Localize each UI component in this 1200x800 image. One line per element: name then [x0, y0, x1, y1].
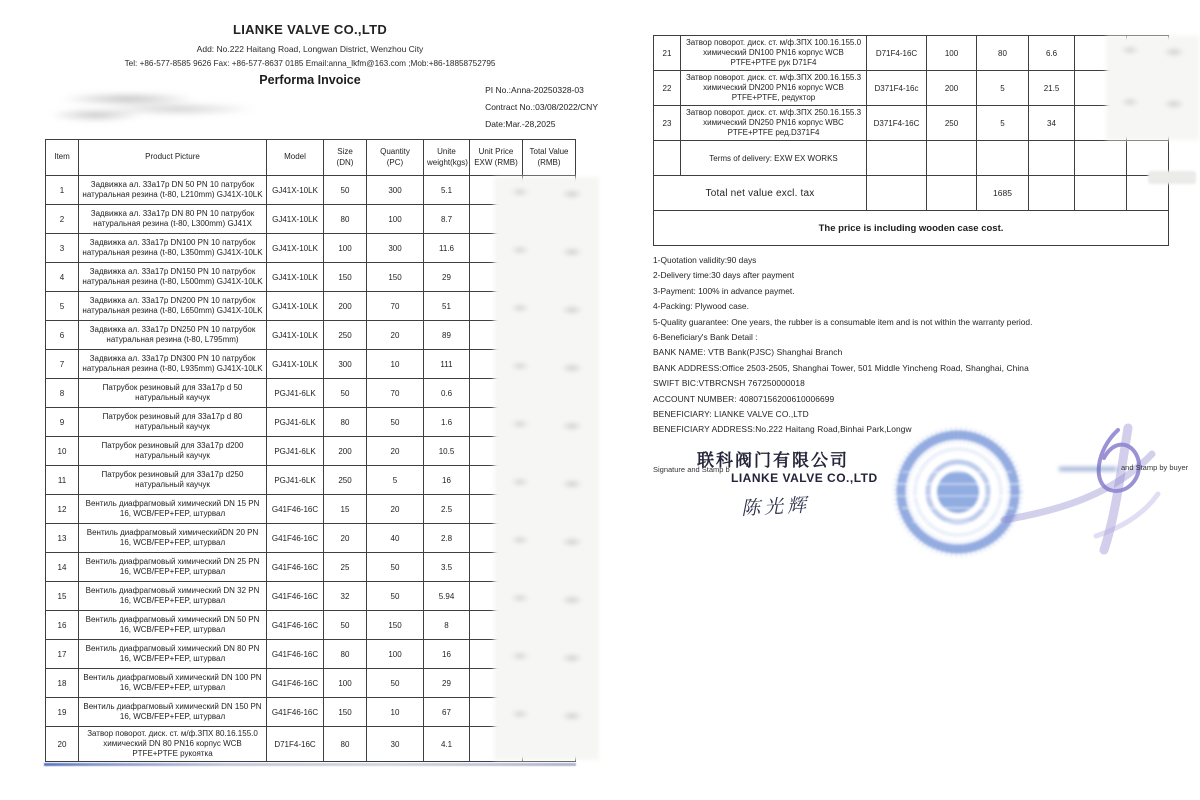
- cell-weight: 10.5: [424, 437, 470, 466]
- cell-quantity: 50: [367, 669, 424, 698]
- cell-item-no: 16: [46, 611, 79, 640]
- cell-item-no: 2: [46, 205, 79, 234]
- cell-model: PGJ41-6LK: [267, 466, 324, 495]
- cell-description: Вентиль диафрагмовый химический DN 150 PN 16, WCB/FEP+FEP, штурвал: [79, 698, 267, 727]
- invoice-numbers: [485, 85, 598, 136]
- seller-signature-label: Signature and Stamp b: [653, 464, 730, 474]
- column-header: [424, 140, 470, 176]
- cell-model: PGJ41-6LK: [267, 379, 324, 408]
- cell-description: Вентиль диафрагмовый химический DN 25 PN 16, WCB/FEP+FEP, штурвал: [79, 553, 267, 582]
- items-table-wrap-page2: [653, 35, 1200, 246]
- handwritten-signature: 陈光辉: [740, 494, 811, 520]
- cell-size: 50: [324, 379, 367, 408]
- stamp-company-name-english: LIANKE VALVE CO.,LTD: [731, 470, 878, 485]
- buyer-signature-label: and Stamp by buyer: [1121, 462, 1189, 472]
- cell-model: G41F46-16C: [267, 524, 324, 553]
- cell-model: G41F46-16C: [267, 495, 324, 524]
- company-address: Add: No.222 Haitang Road, Longwan District, Wenzhou City: [196, 44, 424, 54]
- cell-size: 200: [927, 71, 977, 106]
- terms-line: 6-Beneficiary's Bank Detail :: [653, 331, 758, 342]
- cell-quantity: 20: [367, 495, 424, 524]
- table-row: [654, 71, 1169, 106]
- cell-quantity: 40: [367, 524, 424, 553]
- cell-model: GJ41X-10LK: [267, 176, 324, 205]
- cell-item-no: 7: [46, 350, 79, 379]
- items-table-wrap-page1: [40, 139, 600, 762]
- price-note-row: [654, 211, 1169, 246]
- empty-cell: [977, 141, 1029, 176]
- cell-weight: 2.5: [424, 495, 470, 524]
- cell-weight: 3.5: [424, 553, 470, 582]
- page-bottom-rule: [44, 763, 576, 766]
- cell-size: 250: [927, 106, 977, 141]
- cell-size: 25: [324, 553, 367, 582]
- cell-description: Патрубок резиновый для 33а17р d 80 натуральный каучук: [79, 408, 267, 437]
- cell-description: Задвижка ал. 33а17р DN200 PN 10 патрубок натуральная резина (t-80, L650mm) GJ41X-10LK: [79, 292, 267, 321]
- column-header: [324, 140, 367, 176]
- cell-model: GJ41X-10LK: [267, 321, 324, 350]
- terms-of-delivery: Terms of delivery: EXW EX WORKS: [681, 141, 867, 176]
- cell-size: 100: [927, 36, 977, 71]
- column-header-line1: Model: [284, 152, 306, 162]
- cell-quantity: 150: [367, 611, 424, 640]
- cell-model: G41F46-16C: [267, 669, 324, 698]
- cell-description: Затвор поворот. диск. ст. м/ф.ЗПХ 80.16.155.0 химический DN 80 PN16 корпус WCB PTFE+PTFE рукоятка: [79, 727, 267, 762]
- cell-weight: 21.5: [1029, 71, 1075, 106]
- redacted-customer-block: [48, 89, 278, 125]
- items-table-page2: [653, 35, 1169, 246]
- empty-cell: [927, 141, 977, 176]
- column-header-line1: Product Picture: [145, 152, 200, 162]
- terms-line: 1-Quotation validity:90 days: [653, 255, 757, 265]
- empty-cell: [1075, 176, 1127, 211]
- cell-size: 20: [324, 524, 367, 553]
- empty-cell: [654, 141, 681, 176]
- column-header: [523, 140, 576, 176]
- cell-description: Задвижка ал. 33а17р DN 50 PN 10 патрубок натуральная резина (t-80, L210mm) GJ41X-10LK: [79, 176, 267, 205]
- cell-quantity: 5: [367, 466, 424, 495]
- cell-quantity: 50: [367, 582, 424, 611]
- cell-item-no: 8: [46, 379, 79, 408]
- column-header-line1: Size: [337, 147, 353, 157]
- cell-model: G41F46-16C: [267, 611, 324, 640]
- total-row: [654, 176, 1169, 211]
- redacted-price-columns: [1106, 36, 1199, 140]
- cell-item-no: 19: [46, 698, 79, 727]
- empty-cell: [1029, 176, 1075, 211]
- cell-quantity: 100: [367, 640, 424, 669]
- cell-model: GJ41X-10LK: [267, 292, 324, 321]
- table-header-row: [46, 140, 576, 176]
- cell-weight: 5.1: [424, 176, 470, 205]
- cell-description: Затвор поворот. диск. ст. м/ф.ЗПХ 200.16.155.3 химический DN200 PN16 корпус WCB PTFE+PTFE, редуктор: [681, 71, 867, 106]
- cell-model: D71F4-16C: [267, 727, 324, 762]
- cell-size: 80: [324, 727, 367, 762]
- cell-size: 200: [324, 437, 367, 466]
- cell-size: 50: [324, 176, 367, 205]
- terms-of-delivery-row: [654, 141, 1169, 176]
- terms-list: [653, 255, 1200, 342]
- cell-item-no: 5: [46, 292, 79, 321]
- cell-size: 100: [324, 669, 367, 698]
- cell-weight: 4.1: [424, 727, 470, 762]
- cell-item-no: 14: [46, 553, 79, 582]
- redacted-price-columns: [494, 177, 599, 760]
- column-header: [470, 140, 523, 176]
- cell-description: Вентиль диафрагмовый химический DN 15 PN 16, WCB/FEP+FEP, штурвал: [79, 495, 267, 524]
- cell-description: Вентиль диафрагмовый химический DN 50 PN 16, WCB/FEP+FEP, штурвал: [79, 611, 267, 640]
- cell-item-no: 23: [654, 106, 681, 141]
- cell-model: D371F4-16c: [867, 71, 927, 106]
- cell-size: 80: [324, 205, 367, 234]
- cell-weight: 6.6: [1029, 36, 1075, 71]
- cell-model: GJ41X-10LK: [267, 263, 324, 292]
- cell-quantity: 10: [367, 698, 424, 727]
- cell-model: D371F4-16C: [867, 106, 927, 141]
- column-header-line2: (DN): [336, 157, 354, 167]
- column-header-line1: Unit Price: [478, 147, 514, 157]
- cell-model: GJ41X-10LK: [267, 234, 324, 263]
- cell-description: Вентиль диафрагмовый химический DN 100 PN 16, WCB/FEP+FEP, штурвал: [79, 669, 267, 698]
- table-body-page2: [654, 36, 1169, 141]
- column-header-line1: Quantity: [380, 147, 410, 157]
- contract-number: Contract No.:03/08/2022/CNY: [485, 102, 598, 112]
- cell-item-no: 6: [46, 321, 79, 350]
- cell-quantity: 100: [367, 205, 424, 234]
- cell-quantity: 30: [367, 727, 424, 762]
- column-header: [267, 140, 324, 176]
- cell-quantity: 300: [367, 176, 424, 205]
- column-header-line2: (RMB): [537, 157, 561, 167]
- total-label: Total net value excl. tax: [654, 176, 867, 211]
- cell-item-no: 22: [654, 71, 681, 106]
- cell-size: 50: [324, 611, 367, 640]
- cell-item-no: 9: [46, 408, 79, 437]
- table-row: [654, 36, 1169, 71]
- cell-quantity: 5: [977, 71, 1029, 106]
- cell-item-no: 20: [46, 727, 79, 762]
- cell-weight: 111: [424, 350, 470, 379]
- cell-item-no: 3: [46, 234, 79, 263]
- cell-size: 100: [324, 234, 367, 263]
- handwritten-buyer-signature-flourish: [998, 422, 1173, 557]
- document-title: Performa Invoice: [259, 73, 361, 87]
- column-header-line2: weight(kgs): [427, 157, 468, 167]
- empty-cell: [1075, 141, 1127, 176]
- cell-quantity: 20: [367, 321, 424, 350]
- terms-line: 4-Packing: Plywood case.: [653, 301, 749, 312]
- cell-quantity: 10: [367, 350, 424, 379]
- bank-detail-line: BENEFICIARY: LIANKE VALVE CO.,LTD: [653, 408, 809, 419]
- column-header: [367, 140, 424, 176]
- column-header-line1: Item: [54, 152, 70, 162]
- terms-and-bank-block: [653, 255, 1200, 434]
- cell-quantity: 80: [977, 36, 1029, 71]
- column-header-line2: EXW (RMB): [474, 157, 518, 167]
- cell-size: 200: [324, 292, 367, 321]
- cell-weight: 51: [424, 292, 470, 321]
- terms-line: 3-Payment: 100% in advance paymet.: [653, 285, 795, 296]
- cell-item-no: 15: [46, 582, 79, 611]
- cell-model: D71F4-16C: [867, 36, 927, 71]
- cell-weight: 29: [424, 263, 470, 292]
- cell-size: 80: [324, 640, 367, 669]
- cell-size: 15: [324, 495, 367, 524]
- empty-cell: [927, 176, 977, 211]
- cell-description: Затвор поворот. диск. ст. м/ф.ЗПХ 100.16.155.0 химический DN100 PN16 корпус WCB PTFE+PTFE рук D71F4: [681, 36, 867, 71]
- bank-detail-line: BANK ADDRESS:Office 2503-2505, Shanghai Tower, 501 Middle Yincheng Road, Shanghai, China: [653, 362, 1029, 373]
- cell-description: Вентиль диафрагмовый химическийDN 20 PN 16, WCB/FEP+FEP, штурвал: [79, 524, 267, 553]
- cell-item-no: 4: [46, 263, 79, 292]
- cell-quantity: 20: [367, 437, 424, 466]
- cell-weight: 11.6: [424, 234, 470, 263]
- price-note: The price is including wooden case cost.: [654, 211, 1169, 246]
- cell-item-no: 17: [46, 640, 79, 669]
- empty-cell: [867, 141, 927, 176]
- cell-weight: 5.94: [424, 582, 470, 611]
- redacted-total-value: [1148, 171, 1196, 184]
- cell-description: Вентиль диафрагмовый химический DN 80 PN 16, WCB/FEP+FEP, штурвал: [79, 640, 267, 669]
- empty-cell: [867, 176, 927, 211]
- document-header: [40, 22, 580, 87]
- redacted-smudge-line: [1059, 467, 1117, 471]
- cell-size: 250: [324, 321, 367, 350]
- cell-quantity: 70: [367, 379, 424, 408]
- company-contact: Tel: +86-577-8585 9626 Fax: +86-577-8637 0185 Email:anna_lkfm@163.com ;Mob:+86-18858752795: [124, 59, 496, 68]
- cell-quantity: 50: [367, 553, 424, 582]
- terms-line: 5-Quality guarantee: One years, the rubber is a consumable item and is not within the warranty period.: [653, 316, 1033, 327]
- cell-weight: 16: [424, 466, 470, 495]
- cell-description: Патрубок резиновый для 33а17р d 50 натуральный каучук: [79, 379, 267, 408]
- invoice-date: Date:Mar.-28,2025: [485, 119, 556, 129]
- cell-quantity: 300: [367, 234, 424, 263]
- cell-item-no: 13: [46, 524, 79, 553]
- cell-weight: 2.8: [424, 524, 470, 553]
- cell-description: Задвижка ал. 33а17р DN300 PN 10 патрубок натуральная резина (t-80, L935mm) GJ41X-10LK: [79, 350, 267, 379]
- empty-cell: [1029, 141, 1075, 176]
- cell-weight: 29: [424, 669, 470, 698]
- column-header-line2: (PC): [386, 157, 404, 167]
- bank-detail-line: SWIFT BIC:VTBRCNSH 767250000018: [653, 378, 805, 389]
- cell-weight: 67: [424, 698, 470, 727]
- terms-line: 2-Delivery time:30 days after payment: [653, 270, 795, 281]
- cell-quantity: 5: [977, 106, 1029, 141]
- cell-size: 300: [324, 350, 367, 379]
- cell-description: Задвижка ал. 33а17р DN250 PN 10 патрубок натуральная резина (t-80, L795mm): [79, 321, 267, 350]
- cell-item-no: 18: [46, 669, 79, 698]
- cell-item-no: 10: [46, 437, 79, 466]
- cell-weight: 8: [424, 611, 470, 640]
- signature-area: [653, 440, 1200, 590]
- invoice-page-2: [653, 35, 1200, 590]
- cell-description: Задвижка ал. 33а17р DN150 PN 10 патрубок натуральная резина (t-80, L500mm) GJ41X-10LK: [79, 263, 267, 292]
- column-header-line1: Unite: [437, 147, 456, 157]
- cell-model: PGJ41-6LK: [267, 408, 324, 437]
- cell-size: 250: [324, 466, 367, 495]
- cell-weight: 16: [424, 640, 470, 669]
- column-header-line1: Total Value: [529, 147, 569, 157]
- cell-quantity: 50: [367, 408, 424, 437]
- table-row: [654, 106, 1169, 141]
- cell-weight: 8.7: [424, 205, 470, 234]
- invoice-page-1: [40, 10, 600, 766]
- cell-weight: 0.6: [424, 379, 470, 408]
- cell-weight: 34: [1029, 106, 1075, 141]
- cell-description: Затвор поворот. диск. ст. м/ф.ЗПХ 250.16.155.3 химический DN250 PN16 корпус WBC PTFE+PTFE ред.D371F4: [681, 106, 867, 141]
- cell-size: 80: [324, 408, 367, 437]
- cell-model: G41F46-16C: [267, 582, 324, 611]
- cell-description: Патрубок резиновый для 33а17р d200 натуральный каучук: [79, 437, 267, 466]
- pi-number: PI No.:Anna-20250328-03: [485, 85, 584, 95]
- cell-item-no: 12: [46, 495, 79, 524]
- total-quantity: 1685: [977, 176, 1029, 211]
- bank-detail-line: ACCOUNT NUMBER: 40807156200610006699: [653, 393, 835, 404]
- invoice-info-row: [40, 87, 598, 139]
- bank-detail-line: BENEFICIARY ADDRESS:No.222 Haitang Road,Binhai Park,Longw: [653, 424, 912, 435]
- cell-description: Патрубок резиновый для 33а17р d250 натуральный каучук: [79, 466, 267, 495]
- cell-model: GJ41X-10LK: [267, 205, 324, 234]
- column-header: [46, 140, 79, 176]
- company-name: LIANKE VALVE CO.,LTD: [232, 22, 388, 37]
- cell-item-no: 1: [46, 176, 79, 205]
- cell-weight: 1.6: [424, 408, 470, 437]
- column-header: [79, 140, 267, 176]
- cell-item-no: 21: [654, 36, 681, 71]
- cell-description: Вентиль диафрагмовый химический DN 32 PN 16, WCB/FEP+FEP, штурвал: [79, 582, 267, 611]
- cell-model: PGJ41-6LK: [267, 437, 324, 466]
- stamp-company-name-chinese: 联科阀门有限公司: [697, 450, 849, 470]
- cell-description: Задвижка ал. 33а17р DN100 PN 10 патрубок натуральная резина (t-80, L350mm) GJ41X-10LK: [79, 234, 267, 263]
- cell-model: G41F46-16C: [267, 698, 324, 727]
- cell-description: Задвижка ал. 33а17р DN 80 PN 10 патрубок натуральная резина (t-80, L300mm) GJ41X: [79, 205, 267, 234]
- cell-size: 32: [324, 582, 367, 611]
- cell-weight: 89: [424, 321, 470, 350]
- cell-model: GJ41X-10LK: [267, 350, 324, 379]
- cell-quantity: 70: [367, 292, 424, 321]
- cell-size: 150: [324, 698, 367, 727]
- bank-detail-line: BANK NAME: VTB Bank(PJSC) Shanghai Branch: [653, 347, 843, 358]
- cell-model: G41F46-16C: [267, 553, 324, 582]
- cell-model: G41F46-16C: [267, 640, 324, 669]
- cell-size: 150: [324, 263, 367, 292]
- cell-item-no: 11: [46, 466, 79, 495]
- cell-quantity: 150: [367, 263, 424, 292]
